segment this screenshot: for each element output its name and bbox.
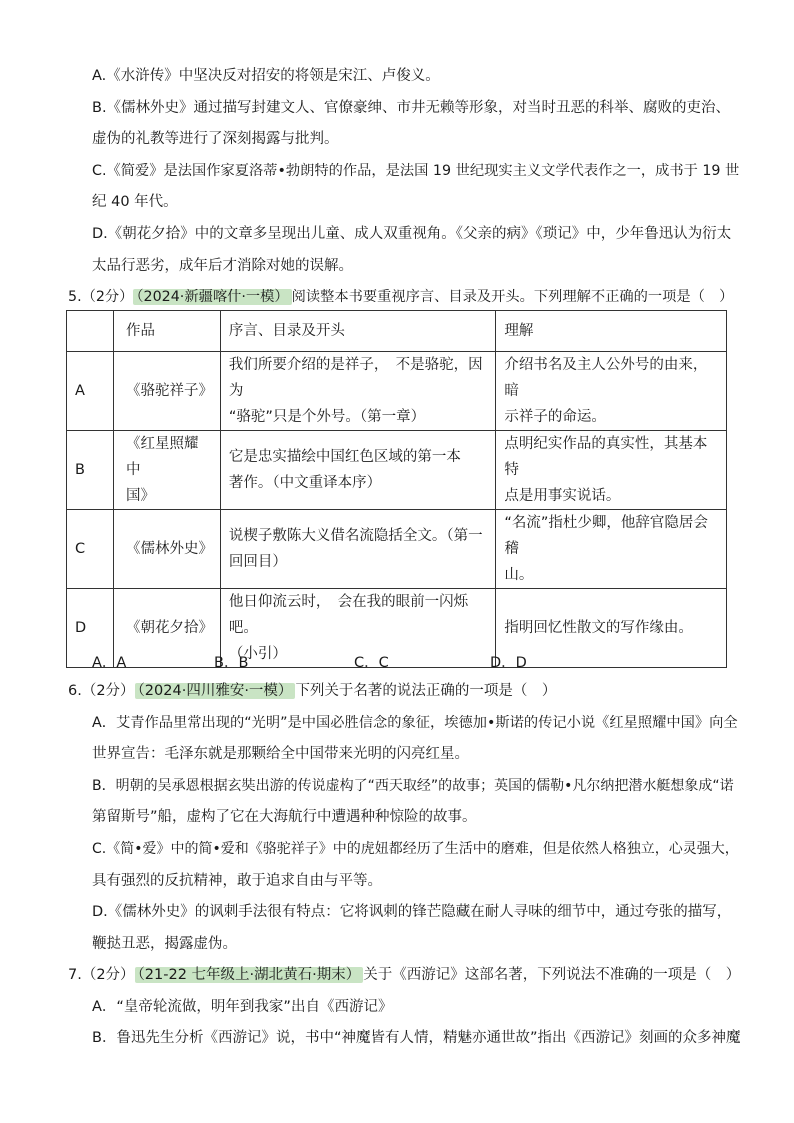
excerpt-line: 他日仰流云时， 会在我的眼前一闪烁吧。 [228, 594, 469, 636]
q5-question: 阅读整本书要重视序言、目录及开头。下列理解不正确的一项是（ ） [291, 289, 734, 305]
q6-option-a: A．艾青作品里常出现的“光明”是中国必胜信念的象征，埃德加•斯诺的传记小说《红星照耀中国》向全 [92, 715, 738, 731]
q4-option-d-cont: 太品行恶劣，成年后才消除对她的误解。 [92, 258, 353, 274]
q4-option-c: C.《简爱》是法国作家夏洛蒂•勃朗特的作品，是法国 19 世纪现实主义文学代表作之一，成书于 19 世 [92, 163, 740, 179]
q6-option-b-cont: 第留斯号”船，虚构了它在大海航行中遭遇种种惊险的故事。 [92, 809, 477, 825]
table-row [67, 510, 727, 589]
q7-question: 关于《西游记》这部名著，下列说法不准确的一项是（ ） [363, 967, 741, 983]
work-line: 《红星照耀中 [125, 436, 199, 478]
row-understanding [496, 431, 727, 510]
row-label: D [67, 589, 114, 668]
q4-option-b: B.《儒林外史》通过描写封建文人、官僚豪绅、市井无赖等形象，对当时丑恶的科举、腐败的吏治、 [92, 100, 731, 116]
row-work: 《儒林外史》 [113, 510, 220, 589]
q4-option-a: A.《水浒传》中坚决反对招安的将领是宋江、卢俊义。 [92, 68, 440, 84]
row-excerpt [220, 510, 496, 589]
q4-option-c-cont: 纪 40 年代。 [92, 194, 178, 210]
row-label: A [67, 352, 114, 431]
q5-source-tag[interactable]: （2024·新疆喀什·一模） [133, 289, 291, 305]
q5-option-a[interactable]: A．A [92, 655, 127, 671]
row-work [113, 431, 220, 510]
q4-option-b-cont: 虚伪的礼教等进行了深刻揭露与批判。 [92, 131, 339, 147]
understanding-line: 点明纪实作品的真实性，其基本特 [504, 436, 708, 478]
row-excerpt [220, 352, 496, 431]
understanding-line: 山。 [504, 567, 534, 583]
q6-option-d: D.《儒林外史》的讽刺手法很有特点：它将讽刺的锋芒隐藏在耐人寻味的细节中，通过夸张的描写， [92, 904, 732, 920]
understanding-line: 介绍书名及主人公外号的由来，暗 [504, 357, 708, 399]
row-label: C [67, 510, 114, 589]
q7-stem [68, 965, 740, 985]
table-row [67, 352, 727, 431]
understanding-line: “名流”指杜少卿，他辞官隐居会稽 [504, 515, 708, 557]
row-excerpt [220, 431, 496, 510]
q5-option-b[interactable]: B．B [214, 655, 249, 671]
q6-stem [68, 681, 556, 701]
q6-option-c-cont: 具有强烈的反抗精神，敢于追求自由与平等。 [92, 873, 382, 889]
work-line: 国》 [125, 488, 155, 504]
table-header-row [67, 311, 727, 352]
q6-question: 下列关于名著的说法正确的一项是（ ） [295, 683, 557, 699]
q6-source-tag[interactable]: （2024·四川雅安·一模） [135, 683, 296, 699]
excerpt-line: 它是忠实描绘中国红色区域的第一本 [228, 449, 461, 465]
q6-option-a-cont: 世界宣告：毛泽东就是那颗给全中国带来光明的闪亮红星。 [92, 746, 469, 762]
excerpt-line: “骆驼”只是个外号。（第一章） [228, 409, 426, 425]
table-row [67, 431, 727, 510]
q7-source-tag[interactable]: （21-22 七年级上·湖北黄石·期末） [135, 967, 364, 983]
excerpt-line: 说楔子敷陈大义借名流隐括全文。（第一 [228, 528, 483, 544]
q6-option-d-cont: 鞭挞丑恶，揭露虚伪。 [92, 936, 237, 952]
row-understanding [496, 510, 727, 589]
row-work: 《骆驼祥子》 [113, 352, 220, 431]
header-work: 作品 [113, 311, 220, 352]
row-work: 《朝花夕拾》 [113, 589, 220, 668]
q5-table [66, 310, 727, 668]
q7-option-b: B．鲁迅先生分析《西游记》说，书中“神魔皆有人情，精魅亦通世故”指出《西游记》刻画的众多神魔 [92, 1030, 741, 1046]
q4-option-d: D.《朝花夕拾》中的文章多呈现出儿童、成人双重视角。《父亲的病》《琐记》中，少年鲁迅认为衍太 [92, 226, 732, 242]
row-understanding [496, 352, 727, 431]
excerpt-line: 回回目） [228, 554, 287, 570]
q5-options [92, 651, 712, 673]
row-label: B [67, 431, 114, 510]
header-cell [67, 311, 114, 352]
q6-option-c: C.《简•爱》中的简•爱和《骆驼祥子》中的虎妞都经历了生活中的磨难，但是依然人格独立，心灵强大， [92, 841, 739, 857]
q7-option-a: A．“皇帝轮流做，明年到我家”出自《西游记》 [92, 999, 393, 1015]
excerpt-line: 著作。（中文重译本序） [228, 475, 382, 491]
q5-option-c[interactable]: C．C [354, 655, 389, 671]
q6-option-b: B．明朝的吴承恩根据玄奘出游的传说虚构了“西天取经”的故事；英国的儒勒•凡尔纳把潜水艇想象成“诺 [92, 778, 734, 794]
understanding-line: 点是用事实说话。 [504, 488, 621, 504]
header-understanding: 理解 [496, 311, 727, 352]
q6-number: 6.（2分） [68, 683, 135, 699]
q5-option-d[interactable]: D．D [490, 655, 527, 671]
header-excerpt: 序言、目录及开头 [220, 311, 496, 352]
row-understanding: 指明回忆性散文的写作缘由。 [496, 589, 727, 668]
q7-number: 7.（2分） [68, 967, 135, 983]
excerpt-line: （小引） [228, 646, 287, 662]
excerpt-line: 我们所要介绍的是祥子， 不是骆驼，因为 [228, 357, 483, 399]
understanding-line: 示祥子的命运。 [504, 409, 606, 425]
q5-stem [68, 287, 733, 307]
q5-number: 5.（2分） [68, 289, 134, 305]
